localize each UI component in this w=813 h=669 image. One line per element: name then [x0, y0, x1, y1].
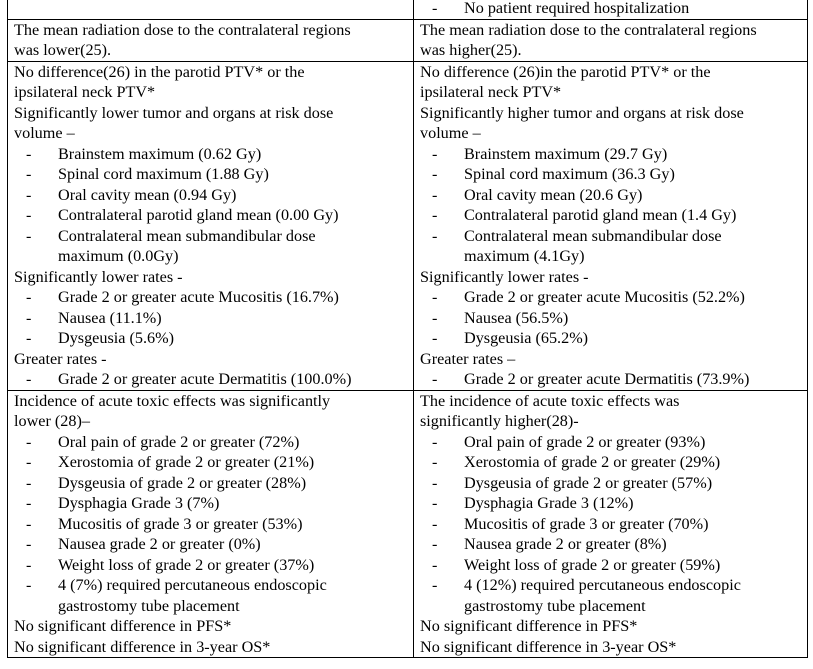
list-item-text: Grade 2 or greater acute Mucositis (52.2%): [464, 288, 745, 306]
list-item-text: Xerostomia of grade 2 or greater (21%): [58, 453, 315, 471]
list-item: [420, 369, 807, 390]
text-line: The mean radiation dose to the contralateral regions: [420, 20, 757, 39]
table-cell-right: [414, 0, 808, 19]
list-item: [14, 144, 413, 165]
dash-bullet: -: [432, 535, 438, 553]
list-item-text: Oral pain of grade 2 or greater (93%): [464, 432, 706, 451]
dash-bullet: -: [26, 185, 32, 204]
text-line: No difference (26)in the parotid PTV* or the: [420, 62, 711, 81]
list-item-text: Oral cavity mean (0.94 Gy): [58, 185, 237, 204]
dash-bullet: -: [432, 514, 438, 533]
list-item-text: Oral cavity mean (20.6 Gy): [464, 185, 643, 204]
list-item-text: Brainstem maximum (29.7 Gy): [464, 144, 668, 163]
list-item-continuation: gastrostomy tube placement: [464, 596, 646, 615]
list-item-text: Nausea (11.1%): [58, 308, 162, 327]
text-line: Greater rates -: [14, 349, 107, 368]
dash-bullet: -: [432, 494, 438, 512]
dash-bullet: -: [26, 288, 32, 306]
list-item-text: Contralateral mean submandibular dose: [58, 226, 316, 245]
text-line: No significant difference in PFS*: [420, 617, 638, 635]
list-item-text: Dysgeusia (65.2%): [464, 329, 589, 347]
list-item-text: Mucositis of grade 3 or greater (70%): [464, 514, 709, 533]
dash-bullet: -: [26, 370, 32, 388]
list-item: [420, 185, 807, 206]
text-line: significantly higher(28)-: [420, 412, 579, 430]
list-item-text: Dysphagia Grade 3 (7%): [58, 494, 220, 512]
list-item-text: Nausea grade 2 or greater (0%): [58, 535, 261, 553]
dash-bullet: -: [26, 206, 32, 224]
dash-bullet: -: [26, 226, 32, 245]
text-line: No difference(26) in the parotid PTV* or the: [14, 62, 305, 81]
dash-bullet: -: [432, 432, 438, 451]
table-cell-left: [8, 61, 414, 390]
list-item: [14, 226, 413, 247]
dash-bullet: -: [26, 144, 32, 163]
list-item: [14, 185, 413, 206]
list-item-text: Spinal cord maximum (36.3 Gy): [464, 165, 675, 183]
list-item: [420, 432, 807, 453]
list-item-text: 4 (12%) required percutaneous endoscopic: [464, 576, 741, 594]
list-item-text: Spinal cord maximum (1.88 Gy): [58, 165, 269, 183]
list-item-text: Dysphagia Grade 3 (12%): [464, 494, 634, 512]
table-row: [8, 390, 808, 658]
list-item: [14, 308, 413, 329]
list-item-text: Grade 2 or greater acute Dermatitis (73.9%): [464, 370, 750, 388]
list-item: [420, 226, 807, 247]
dash-bullet: -: [432, 576, 438, 594]
dash-bullet: -: [432, 308, 438, 327]
dash-bullet: -: [432, 206, 438, 224]
dash-bullet: -: [432, 329, 438, 347]
list-item: [14, 432, 413, 453]
list-item: [420, 555, 807, 576]
dash-bullet: -: [432, 165, 438, 183]
list-item-text: Dysgeusia (5.6%): [58, 329, 174, 347]
list-item: [14, 287, 413, 308]
list-item-text: Brainstem maximum (0.62 Gy): [58, 144, 262, 163]
list-item: [14, 369, 413, 390]
list-item: [420, 473, 807, 494]
dash-bullet: -: [26, 165, 32, 183]
text-line: The mean radiation dose to the contralateral regions: [14, 20, 351, 39]
text-line: Incidence of acute toxic effects was significantly: [14, 391, 331, 410]
list-item: [420, 164, 807, 185]
list-item: [14, 452, 413, 473]
dash-bullet: -: [26, 473, 32, 492]
table-row: [8, 0, 808, 19]
list-item-text: Grade 2 or greater acute Dermatitis (100.0%): [58, 370, 352, 388]
list-item: [420, 0, 807, 19]
dash-bullet: -: [26, 494, 32, 512]
list-item: [14, 555, 413, 576]
dash-bullet: -: [432, 288, 438, 306]
list-item-continuation: gastrostomy tube placement: [58, 596, 240, 615]
dash-bullet: -: [26, 453, 32, 471]
list-item-text: Mucositis of grade 3 or greater (53%): [58, 514, 303, 533]
text-line: No significant difference in 3-year OS*: [420, 637, 677, 656]
list-item-text: Contralateral parotid gland mean (0.00 Gy): [58, 206, 339, 224]
dash-bullet: -: [26, 329, 32, 347]
list-item-text: Contralateral parotid gland mean (1.4 Gy): [464, 206, 737, 224]
list-item: [420, 452, 807, 473]
list-item: [420, 328, 807, 349]
dash-bullet: -: [26, 432, 32, 451]
table-cell-right: [414, 61, 808, 390]
dash-bullet: -: [432, 555, 438, 574]
table-cell-left: [8, 0, 414, 19]
list-item-continuation: maximum (4.1Gy): [464, 247, 585, 265]
table-cell-right: [414, 19, 808, 61]
table-row: [8, 61, 808, 390]
text-line: ipsilateral neck PTV*: [420, 83, 562, 101]
text-line: Significantly lower rates -: [14, 267, 183, 286]
text-line: ipsilateral neck PTV*: [14, 83, 156, 101]
text-line: was lower(25).: [14, 41, 112, 59]
list-item-text: Nausea (56.5%): [464, 308, 569, 327]
text-line: Significantly higher tumor and organs at risk dose: [420, 103, 744, 122]
list-item: [14, 514, 413, 535]
list-item-text: Weight loss of grade 2 or greater (59%): [464, 555, 721, 574]
list-item-text: Xerostomia of grade 2 or greater (29%): [464, 453, 721, 471]
list-item: [420, 205, 807, 226]
list-item-text: Weight loss of grade 2 or greater (37%): [58, 555, 315, 574]
list-item: [420, 308, 807, 329]
table-cell-left: [8, 19, 414, 61]
list-item: [420, 575, 807, 596]
list-item: [420, 534, 807, 555]
dash-bullet: -: [432, 226, 438, 245]
list-item-continuation: maximum (0.0Gy): [58, 247, 179, 265]
dash-bullet: -: [26, 514, 32, 533]
dash-bullet: -: [432, 185, 438, 204]
list-item: [14, 205, 413, 226]
list-item-text: Dysgeusia of grade 2 or greater (57%): [464, 473, 713, 492]
dash-bullet: -: [26, 555, 32, 574]
list-item: [420, 144, 807, 165]
list-item: [14, 534, 413, 555]
dash-bullet: -: [432, 0, 438, 17]
list-item: [14, 493, 413, 514]
list-item-text: Grade 2 or greater acute Mucositis (16.7%): [58, 288, 339, 306]
list-item: [420, 514, 807, 535]
text-line: Significantly lower rates -: [420, 267, 589, 286]
comparison-table: [7, 0, 808, 658]
dash-bullet: -: [432, 473, 438, 492]
list-item: [14, 473, 413, 494]
table-cell-left: [8, 390, 414, 658]
table-cell-right: [414, 390, 808, 658]
list-item: [420, 493, 807, 514]
dash-bullet: -: [26, 308, 32, 327]
text-line: Greater rates –: [420, 349, 516, 368]
list-item-text: No patient required hospitalization: [464, 0, 690, 17]
list-item: [14, 164, 413, 185]
dash-bullet: -: [432, 370, 438, 388]
list-item-text: 4 (7%) required percutaneous endoscopic: [58, 576, 327, 594]
text-line: No significant difference in PFS*: [14, 617, 232, 635]
comparison-table-body: [8, 0, 808, 658]
list-item-text: Oral pain of grade 2 or greater (72%): [58, 432, 300, 451]
text-line: Significantly lower tumor and organs at risk dose: [14, 103, 334, 122]
list-item-text: Dysgeusia of grade 2 or greater (28%): [58, 473, 307, 492]
text-line: volume –: [14, 124, 75, 142]
dash-bullet: -: [432, 144, 438, 163]
list-item: [420, 287, 807, 308]
list-item: [14, 575, 413, 596]
dash-bullet: -: [26, 535, 32, 553]
table-row: [8, 19, 808, 61]
text-line: lower (28)–: [14, 412, 90, 430]
text-line: was higher(25).: [420, 41, 522, 59]
list-item: [14, 328, 413, 349]
text-line: No significant difference in 3-year OS*: [14, 637, 271, 656]
list-item-text: Nausea grade 2 or greater (8%): [464, 535, 667, 553]
text-line: The incidence of acute toxic effects was: [420, 391, 680, 410]
dash-bullet: -: [432, 453, 438, 471]
dash-bullet: -: [26, 576, 32, 594]
list-item-text: Contralateral mean submandibular dose: [464, 226, 722, 245]
text-line: volume –: [420, 124, 481, 142]
